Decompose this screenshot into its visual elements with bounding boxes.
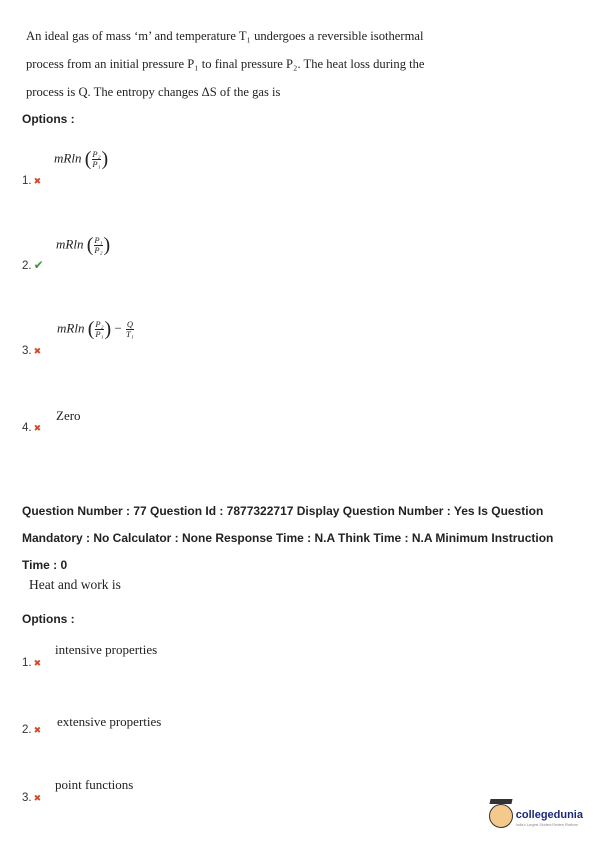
- meta-line: Mandatory : No Calculator : None Response Time : N.A Think Time : N.A Minimum Instruction: [22, 531, 554, 545]
- wrong-mark-icon: ✖: [33, 658, 42, 668]
- option-3-number: [22, 345, 41, 357]
- logo-name: collegedunia: [515, 809, 583, 821]
- wrong-mark-icon: ✖: [33, 423, 42, 433]
- question-text: Heat and work is: [29, 577, 121, 592]
- logo-tagline: India's Largest Student Review Platform: [515, 823, 578, 827]
- correct-mark-icon: ✔: [33, 258, 44, 272]
- fraction-denominator: P₁: [92, 159, 101, 169]
- option-3-formula: mRln ( $\frac{\text{P₂}}{\text{P₁}}$ ) − $\frac{Q}{\text{T₁}}$: [57, 318, 134, 340]
- mascot-icon: [489, 804, 513, 828]
- question-text: An ideal gas of mass ‘m’ and temperature T₁ undergoes a reversible isothermal process from an initial pressure P₁ to final pressure P₂. The heat loss during the process is Q. The entropy changes ΔS of the gas is: [26, 29, 425, 99]
- q2-option-3-number: [22, 792, 41, 804]
- collegedunia-logo: [489, 804, 583, 828]
- fraction-denominator: P₁: [95, 329, 104, 339]
- option-number: 3.: [22, 792, 32, 804]
- option-2-formula: mRln ( $\frac{\text{P₁}}{\text{P₂}}$ ): [56, 234, 111, 256]
- fraction-numerator: P₂: [95, 319, 104, 329]
- meta-line: Time : 0: [22, 558, 68, 572]
- fraction: [94, 236, 102, 255]
- formula-prefix: mRln: [54, 150, 82, 166]
- fraction-denominator: P₂: [94, 245, 103, 255]
- wrong-mark-icon: ✖: [33, 176, 42, 186]
- fraction-numerator: P₂: [92, 149, 101, 159]
- q2-option-2-number: [22, 724, 41, 736]
- q2-option-3-text: point functions: [55, 777, 134, 792]
- fraction-numerator: P₁: [94, 235, 103, 245]
- options-heading: Options :: [22, 112, 75, 126]
- wrong-mark-icon: ✖: [33, 793, 42, 803]
- option-1-formula: mRln ( $\frac{\text{P₂}}{\text{P₁}}$ ): [54, 148, 109, 170]
- option-number: 2.: [22, 260, 32, 272]
- fraction-q-over-t: [126, 320, 134, 339]
- option-number: 4.: [22, 422, 32, 434]
- option-2-number: [22, 258, 44, 272]
- option-4-number: [22, 422, 41, 434]
- option-number: 3.: [22, 345, 32, 357]
- option-4-text: Zero: [56, 408, 81, 423]
- wrong-mark-icon: ✖: [33, 725, 42, 735]
- question-meta: [22, 498, 582, 579]
- q2-option-1-number: [22, 657, 41, 669]
- fraction: [95, 320, 103, 339]
- options-heading: Options :: [22, 612, 75, 626]
- meta-line: Question Number : 77 Question Id : 7877322717 Display Question Number : Yes Is Question: [22, 504, 544, 518]
- option-number: 2.: [22, 724, 32, 736]
- q2-option-2-text: extensive properties: [57, 714, 162, 729]
- fraction-denominator: T₁: [126, 329, 134, 339]
- option-1-number: [22, 175, 41, 187]
- fraction: [92, 150, 100, 169]
- wrong-mark-icon: ✖: [33, 346, 42, 356]
- formula-prefix: mRln: [57, 320, 85, 336]
- minus-sign: −: [114, 320, 122, 336]
- fraction-numerator: Q: [126, 319, 133, 329]
- option-number: 1.: [22, 175, 32, 187]
- formula-prefix: mRln: [56, 236, 84, 252]
- q2-option-1-text: intensive properties: [55, 642, 158, 657]
- option-number: 1.: [22, 657, 32, 669]
